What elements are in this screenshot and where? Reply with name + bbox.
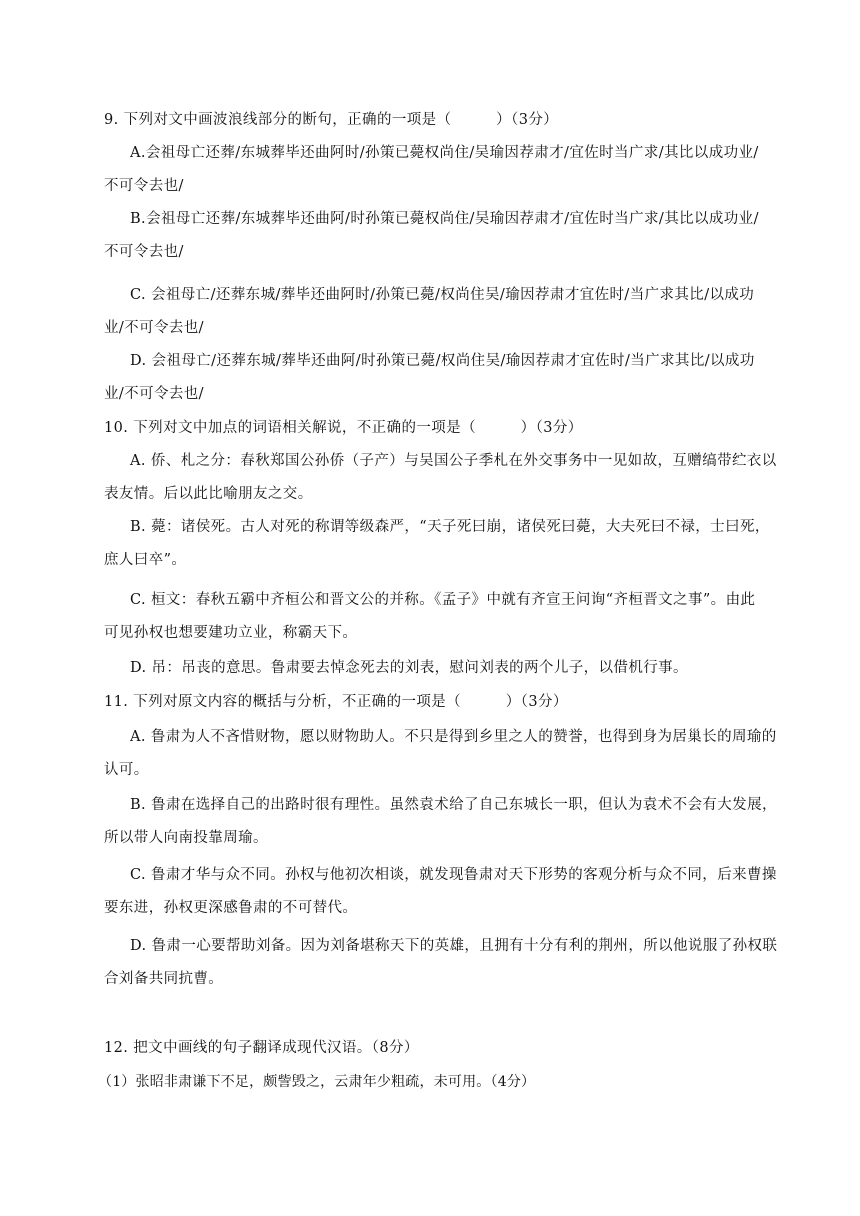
question-11-option-b: B. 鲁肃在选择自己的出路时很有理性。虽然袁术给了自己东城长一职，但认为袁术不会有大发展， bbox=[130, 797, 777, 813]
question-10-option-d: D. 吊：吊丧的意思。鲁肃要去悼念死去的刘表，慰问刘表的两个儿子，以借机行事。 bbox=[130, 660, 688, 676]
question-9-option-c: C. 会祖母亡/还葬东城/葬毕还曲阿时/孙策已薨/权尚住吴/瑜因荐肃才宜佐时/当广求其比/以成功 bbox=[130, 287, 755, 303]
question-10-option-c: C. 桓文：春秋五霸中齐桓公和晋文公的并称。《孟子》中就有齐宣王问询“齐桓晋文之事”。由此 bbox=[130, 592, 756, 608]
question-10-option-a: A. 侨、札之分：春秋郑国公孙侨（子产）与吴国公子季札在外交事务中一见如故，互赠缟带纻衣以 bbox=[130, 453, 777, 469]
question-11-title: 11. 下列对原文内容的概括与分析，不正确的一项是（ ）（3分） bbox=[104, 694, 568, 710]
question-11-option-d-cont: 合刘备共同抗曹。 bbox=[104, 971, 224, 987]
question-9-option-a: A.会祖母亡还葬/东城葬毕还曲阿时/孙策已薨权尚住/吴瑜因荐肃才/宜佐时当广求/其比以成功业/ bbox=[130, 145, 759, 161]
question-9-option-c-cont: 业/不可令去也/ bbox=[104, 320, 204, 336]
question-12-sentence-1: （1）张昭非肃谦下不足，颇訾毁之，云肃年少粗疏，未可用。（4分） bbox=[98, 1074, 536, 1090]
question-9-option-d: D. 会祖母亡/还葬东城/葬毕还曲阿/时孙策已薨/权尚住吴/瑜因荐肃才宜佐时/当广求其比/以成功 bbox=[130, 353, 755, 369]
question-9-option-d-cont: 业/不可令去也/ bbox=[104, 386, 204, 402]
question-9-option-a-cont: 不可令去也/ bbox=[104, 178, 184, 194]
question-11-option-b-cont: 所以带人向南投靠周瑜。 bbox=[104, 830, 268, 846]
question-11-option-c-cont: 要东进，孙权更深感鲁肃的不可替代。 bbox=[104, 900, 358, 916]
question-11-option-d: D. 鲁肃一心要帮助刘备。因为刘备堪称天下的英雄，且拥有十分有利的荆州，所以他说服了孙权联 bbox=[130, 938, 778, 954]
question-11-option-c: C. 鲁肃才华与众不同。孙权与他初次相谈，就发现鲁肃对天下形势的客观分析与众不同，后来曹操 bbox=[130, 867, 777, 883]
question-9-option-b: B.会祖母亡还葬/东城葬毕还曲阿/时孙策已薨权尚住/吴瑜因荐肃才/宜佐时当广求/其比以成功业/ bbox=[130, 211, 759, 227]
question-10-option-c-cont: 可见孙权也想要建功立业，称霸天下。 bbox=[104, 625, 358, 641]
question-10-option-b-cont: 庶人曰卒”。 bbox=[104, 552, 187, 568]
question-9-title: 9. 下列对文中画波浪线部分的断句，正确的一项是（ ）（3分） bbox=[104, 112, 559, 128]
question-11-option-a: A. 鲁肃为人不吝惜财物，愿以财物助人。不只是得到乡里之人的赞誉，也得到身为居巢长的周瑜的 bbox=[130, 729, 777, 745]
question-10-title: 10. 下列对文中加点的词语相关解说，不正确的一项是（ ）（3分） bbox=[104, 420, 583, 436]
question-11-option-a-cont: 认可。 bbox=[104, 762, 149, 778]
question-10-option-b: B. 薨：诸侯死。古人对死的称谓等级森严，“天子死曰崩，诸侯死曰薨，大夫死曰不禄，士曰死， bbox=[130, 519, 770, 535]
question-10-option-a-cont: 表友情。后以此比喻朋友之交。 bbox=[104, 486, 313, 502]
question-9-option-b-cont: 不可令去也/ bbox=[104, 244, 184, 260]
question-12-title: 12. 把文中画线的句子翻译成现代汉语。（8分） bbox=[104, 1040, 419, 1056]
